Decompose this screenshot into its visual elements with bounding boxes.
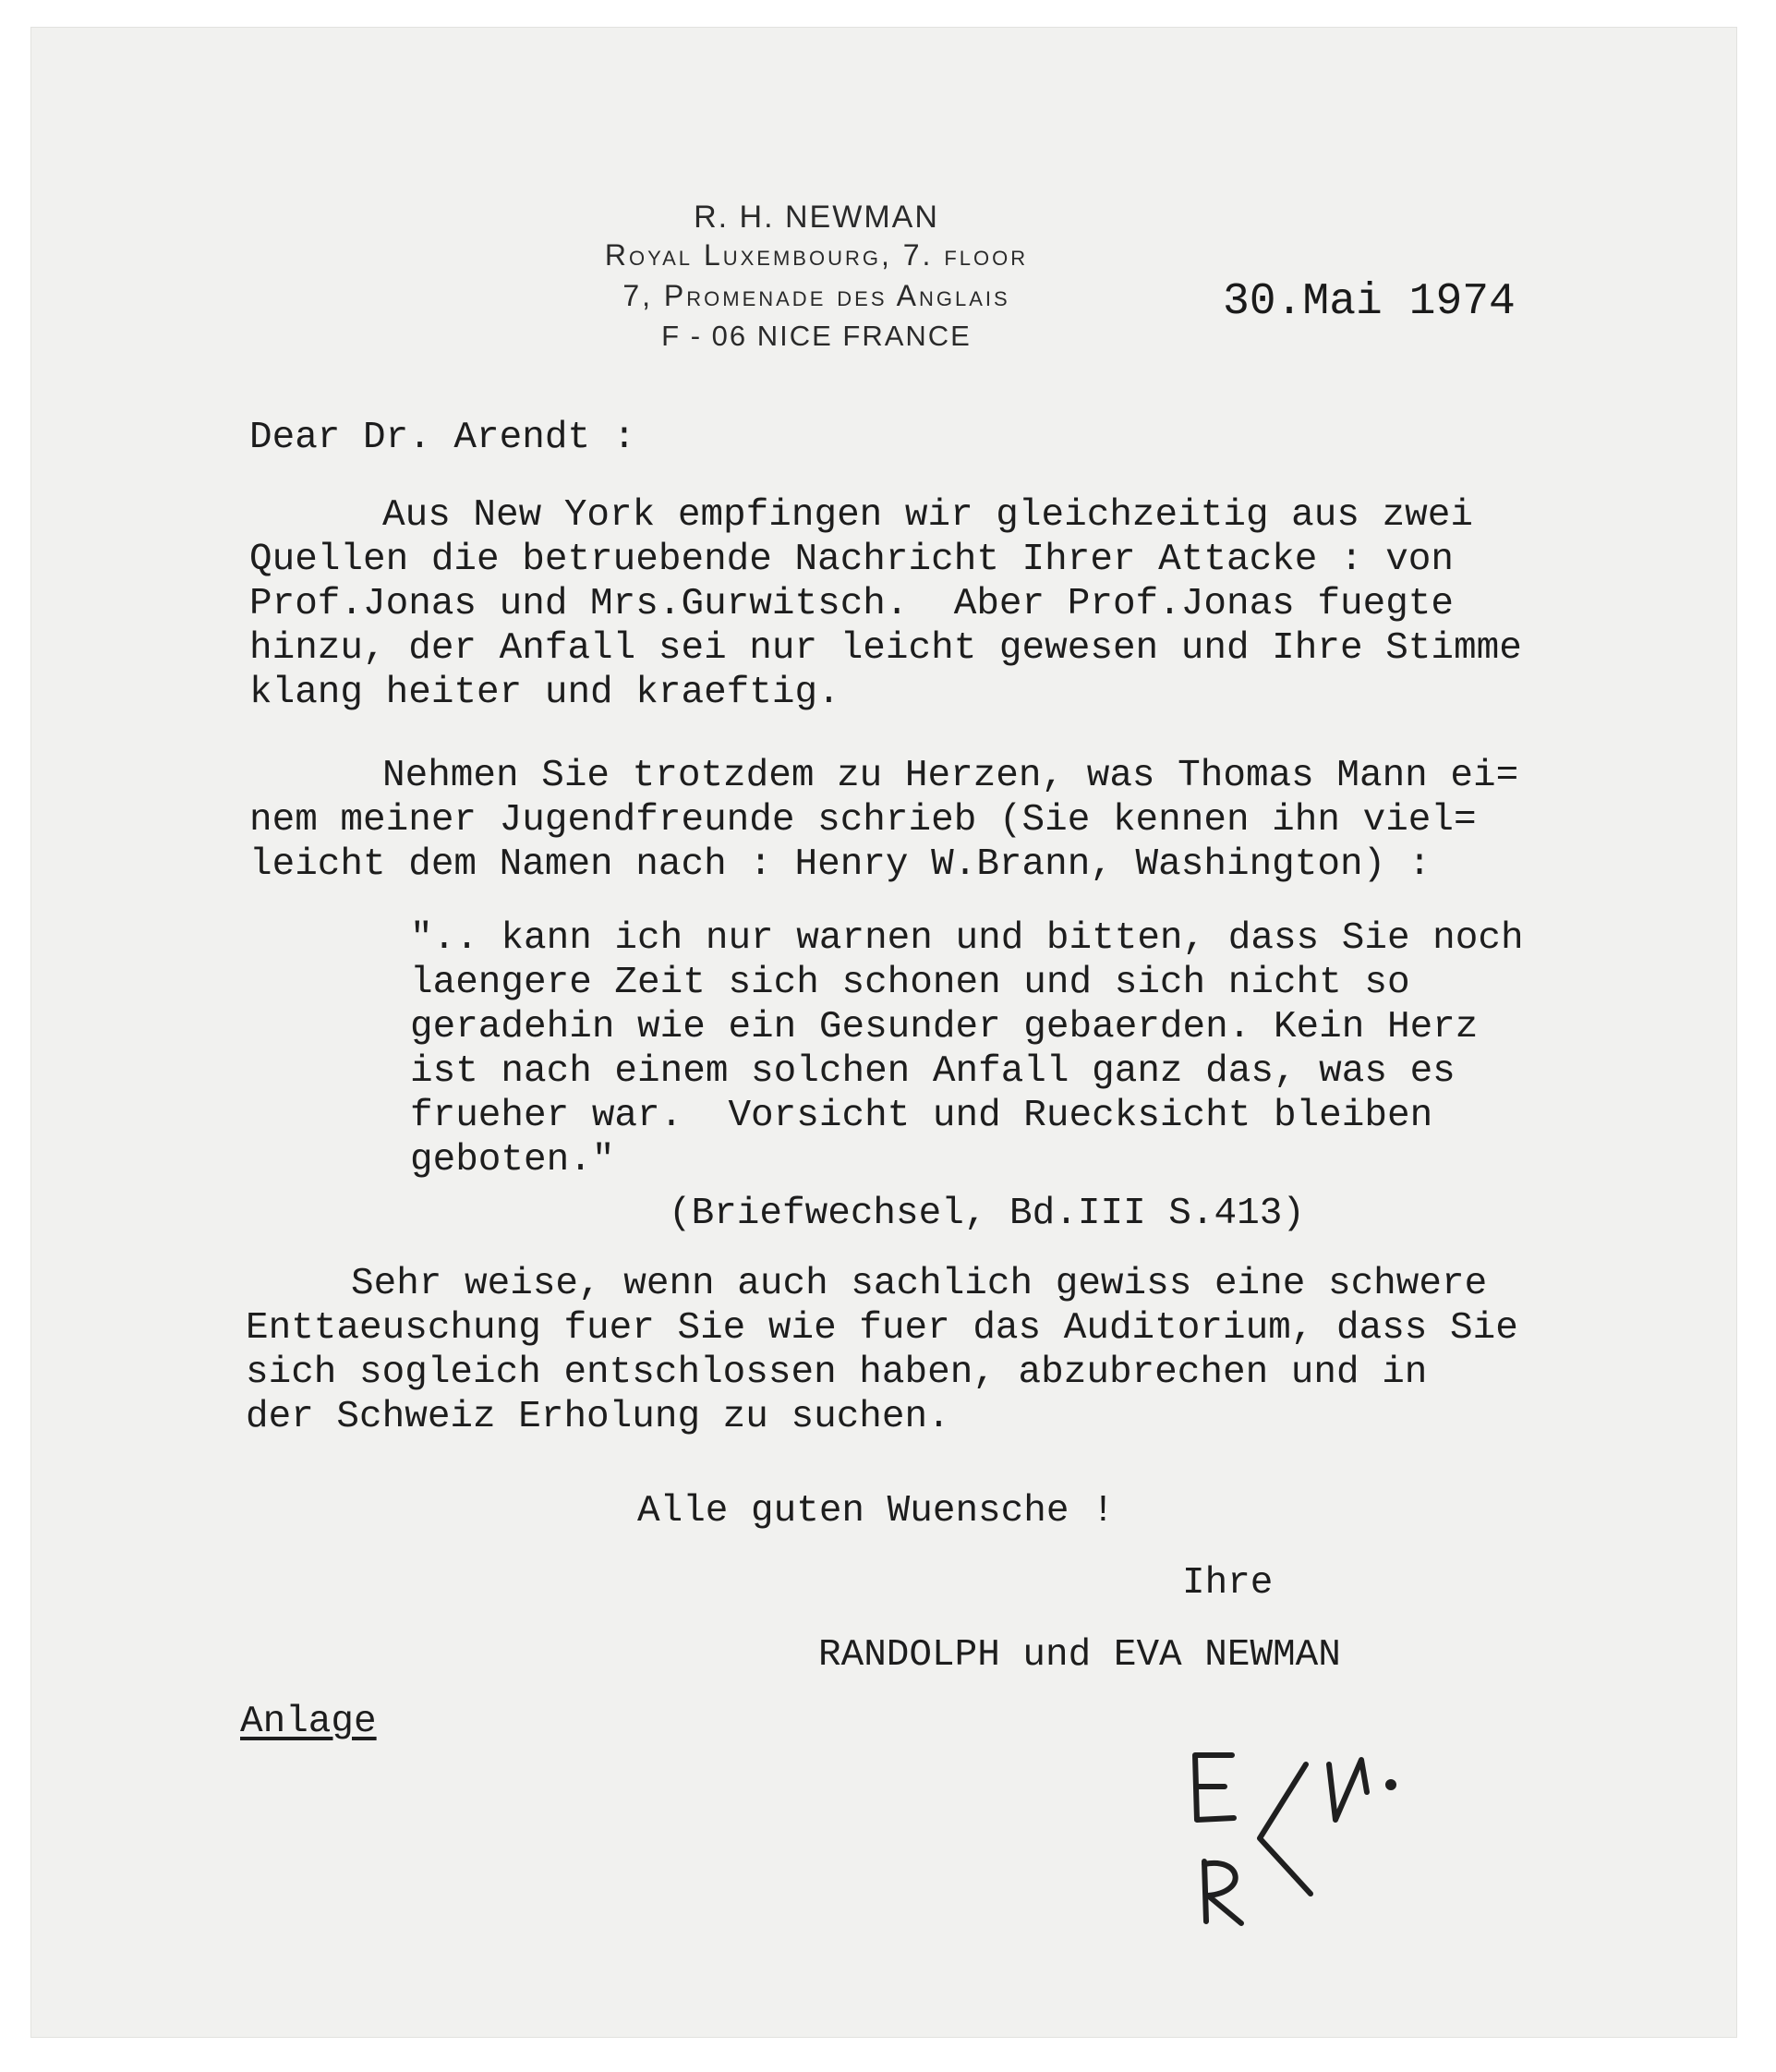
paragraph-3-line: der Schweiz Erholung zu suchen.: [246, 1396, 950, 1438]
paragraph-2-line: leicht dem Namen nach : Henry W.Brann, Washington) :: [249, 843, 1432, 886]
letterhead-address-1: Royal Luxembourg, 7. floor: [604, 238, 1029, 272]
letterhead-address-3: F - 06 NICE FRANCE: [661, 320, 972, 352]
paragraph-2-line: Nehmen Sie trotzdem zu Herzen, was Thomas Mann ei=: [382, 755, 1519, 797]
quote-line: geboten.": [410, 1139, 615, 1181]
paragraph-1-line: Quellen die betruebende Nachricht Ihrer Attacke : von: [249, 539, 1455, 581]
quote-line: ".. kann ich nur warnen und bitten, dass Sie noch: [410, 917, 1524, 960]
paragraph-3-line: Enttaeuschung fuer Sie wie fuer das Auditorium, dass Sie: [246, 1307, 1518, 1350]
paragraph-1-line: klang heiter und kraeftig.: [249, 672, 840, 714]
signers-names: RANDOLPH und EVA NEWMAN: [818, 1634, 1341, 1677]
quote-line: geradehin wie ein Gesunder gebaerden. Kein Herz: [410, 1006, 1479, 1048]
enclosure-note: Anlage: [240, 1701, 377, 1743]
paragraph-1-line: hinzu, der Anfall sei nur leicht gewesen und Ihre Stimme: [249, 627, 1522, 670]
handwritten-signature: [1177, 1727, 1454, 1931]
paragraph-1-line: Prof.Jonas und Mrs.Gurwitsch. Aber Prof.Jonas fuegte: [249, 583, 1455, 625]
letterhead-name: R. H. NEWMAN: [694, 200, 939, 235]
paragraph-1-line: Aus New York empfingen wir gleichzeitig aus zwei: [382, 494, 1473, 537]
salutation: Dear Dr. Arendt :: [249, 417, 636, 459]
quote-line: ist nach einem solchen Anfall ganz das, was es: [410, 1050, 1456, 1093]
paragraph-3-line: Sehr weise, wenn auch sachlich gewiss eine schwere: [351, 1263, 1488, 1305]
citation: (Briefwechsel, Bd.III S.413): [669, 1193, 1305, 1235]
letter-date: 30.Mai 1974: [1223, 277, 1516, 327]
paragraph-3-line: sich sogleich entschlossen haben, abzubrechen und in: [246, 1351, 1428, 1394]
letter-page: [31, 28, 1736, 2037]
quote-line: laengere Zeit sich schonen und sich nicht so: [410, 962, 1410, 1004]
quote-line: frueher war. Vorsicht und Ruecksicht bleiben: [410, 1095, 1433, 1137]
closing-wishes: Alle guten Wuensche !: [637, 1490, 1115, 1533]
valediction: Ihre: [1182, 1562, 1274, 1605]
paragraph-2-line: nem meiner Jugendfreunde schrieb (Sie kennen ihn viel=: [249, 799, 1477, 842]
letterhead-address-2: 7, Promenade des Anglais: [622, 279, 1010, 312]
